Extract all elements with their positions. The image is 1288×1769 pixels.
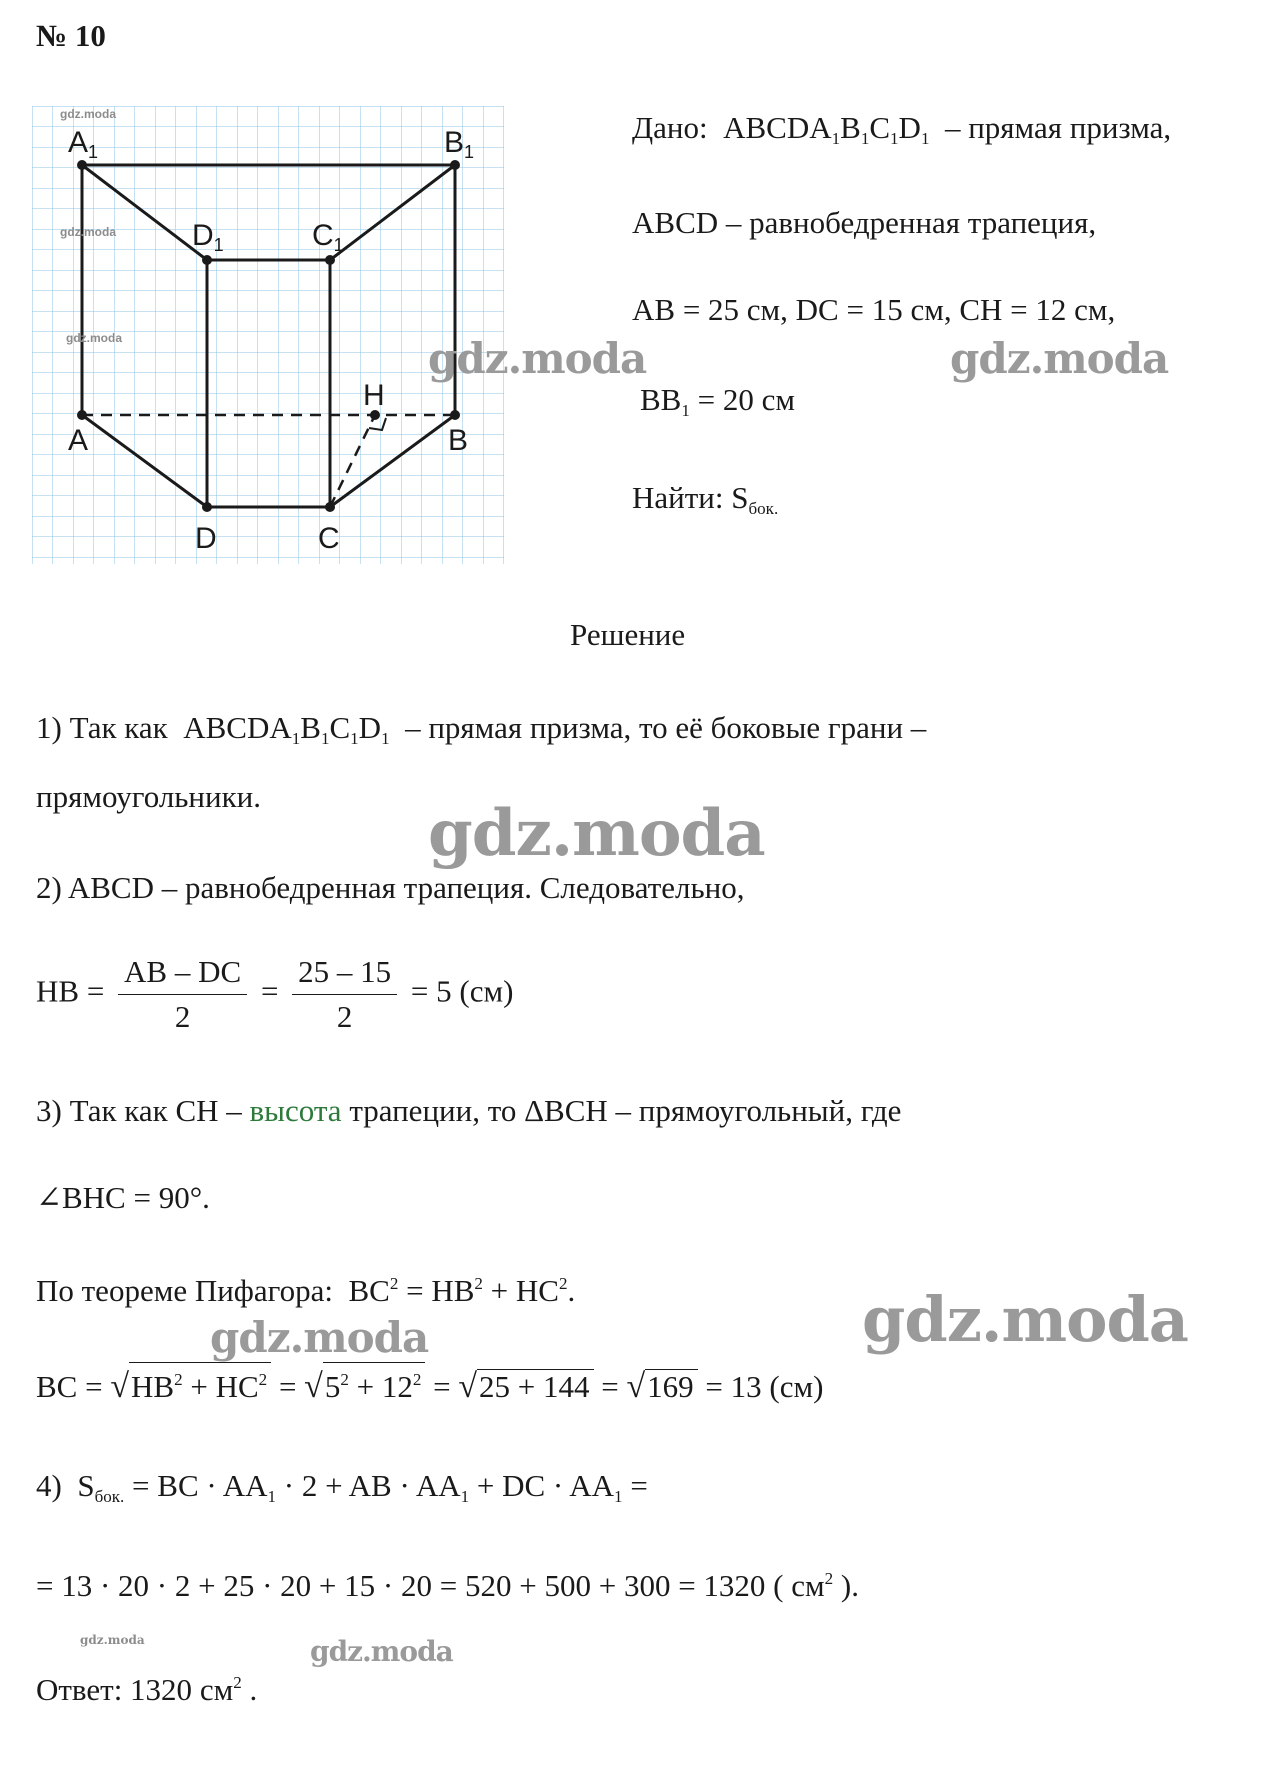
figure-watermark: gdz.moda <box>60 225 116 239</box>
watermark: gdz.moda <box>310 1635 453 1668</box>
step-1-line-1: 1) Так как $ABCDA_1B_1C_1D_1$ – прямая призма, то её боковые грани – <box>36 710 927 748</box>
watermark: gdz.moda <box>862 1283 1188 1356</box>
label-C1: $C_1$ <box>312 219 344 255</box>
watermark: gdz.moda <box>210 1313 429 1362</box>
watermark: gdz.moda <box>428 796 765 871</box>
watermark: gdz.moda <box>428 334 647 383</box>
watermark: gdz.moda <box>950 334 1169 383</box>
find-line: Найти: $S_{бок.}$ <box>632 480 779 518</box>
answer-line: Ответ: 1320 $см^2$ . <box>36 1672 258 1707</box>
given-line-4: $BB_1 = 20$ см <box>640 382 795 420</box>
step-2-line-1: 2) ABCD – равнобедренная трапеция. Следовательно, <box>36 870 745 905</box>
label-D1: $D_1$ <box>192 219 224 255</box>
step-1-line-2: прямоугольники. <box>36 779 262 814</box>
given-line-3: AB = 25 см, DC = 15 см, CH = 12 см, <box>632 292 1116 327</box>
label-D: D <box>195 522 217 555</box>
bc-computation: BC = $√HB^2 + HC^2 = √5^2 + 12^2 = √25 + 144 = √169 = 13$ (см) <box>36 1362 823 1406</box>
step-3-line-1: 3) Так как CH – высота трапеции, то ΔBCH – прямоугольный, где <box>36 1093 902 1128</box>
step-3-angle: ∠BHC = 90°. <box>36 1180 210 1215</box>
step-2-formula: HB = $\frac{AB - DC}{2}$ = $\frac{25 - 15}{2}$ = 5 (см) <box>36 950 513 1039</box>
step-4-formula: 4) $S_{бок.}$ = BC · $AA_1 \cdot 2$ + AB · $AA_1$ + DC · $AA_1$ = <box>36 1468 648 1506</box>
fraction-1: $\frac{AB - DC}{2}$ <box>118 950 247 1039</box>
watermark: gdz.moda <box>80 1633 145 1647</box>
label-B1: $B_1$ <box>444 126 475 162</box>
label-A1: $A_1$ <box>68 126 99 162</box>
fraction-2: $\frac{25 - 15}{2}$ <box>292 950 397 1039</box>
label-A: A <box>68 424 89 457</box>
pythagoras-line: По теореме Пифагора: $BC^2 = HB^2 + HC^2$. <box>36 1273 576 1308</box>
label-H: H <box>363 379 385 412</box>
problem-number: № 10 <box>36 18 106 53</box>
figure-watermark: gdz.moda <box>60 107 116 121</box>
solution-heading: Решение <box>570 617 686 652</box>
figure-watermark: gdz.moda <box>66 331 122 345</box>
given-line-2: ABCD – равнобедренная трапеция, <box>632 205 1097 240</box>
label-B: B <box>448 424 469 457</box>
given-line-1: Дано: $ABCDA_1B_1C_1D_1$ – прямая призма, <box>632 110 1172 148</box>
step-4-calculation: = 13 · 20 · 2 + 25 · 20 + 15 · 20 = 520 + 500 + 300 = 1320 ( $см^2$ ). <box>36 1568 859 1603</box>
label-C: C <box>318 522 340 555</box>
